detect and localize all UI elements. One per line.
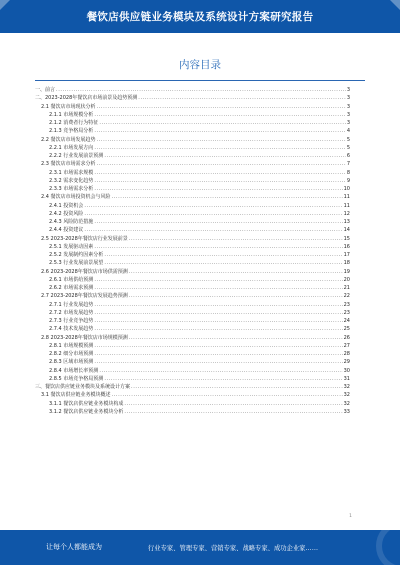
toc-entry[interactable] — [35, 111, 350, 119]
toc-entry-page: 3 — [346, 120, 350, 126]
toc-entry[interactable] — [35, 383, 350, 391]
page-number: 1 — [349, 514, 352, 519]
toc-entry-page: 3 — [346, 95, 350, 102]
toc-entry-title: 2.1.2 消费者行为特征 — [49, 120, 99, 126]
toc-leader-dots — [138, 94, 346, 102]
toc-leader-dots — [94, 127, 346, 135]
toc-leader-dots — [94, 358, 342, 366]
toc-entry-page: 4 — [346, 128, 350, 135]
toc-entry-page: 32 — [343, 384, 350, 390]
toc-entry-title: 2.4.4 投资建议 — [49, 227, 84, 234]
toc-entry-title: 二、2023-2028年餐饮店市场前景及趋势预测 — [35, 95, 138, 102]
toc-leader-dots — [94, 111, 346, 119]
toc-entry-page: 32 — [343, 392, 350, 399]
toc-entry-title: 2.5.2 发展制约因素分析 — [49, 252, 104, 258]
toc-entry[interactable] — [35, 127, 350, 135]
toc-entry-title: 2.1.1 市场规模分析 — [49, 111, 94, 118]
toc-entry-title: 2.8.5 市场竞争格局预测 — [49, 375, 104, 382]
toc-entry[interactable] — [35, 350, 350, 358]
toc-entry[interactable] — [35, 202, 350, 210]
toc-leader-dots — [94, 284, 342, 292]
toc-leader-dots — [94, 350, 342, 358]
header-bar — [0, 0, 400, 33]
toc-entry-page: 11 — [343, 194, 350, 201]
toc-entry[interactable] — [35, 226, 350, 234]
toc-leader-dots — [97, 103, 346, 111]
toc-leader-dots — [94, 325, 342, 333]
toc-entry-page: 3 — [346, 103, 350, 110]
toc-entry-title: 2.3 餐饮店市场需求分析 — [41, 161, 96, 168]
toc-leader-dots — [104, 375, 342, 383]
toc-entry-title: 2.7.1 行业发展趋势 — [49, 301, 94, 308]
toc-leader-dots — [84, 202, 342, 210]
toc-leader-dots — [104, 259, 342, 267]
toc-entry-page: 7 — [346, 161, 350, 168]
toc-leader-dots — [94, 185, 342, 193]
toc-entry-title: 2.7.4 技术发展趋势 — [49, 326, 94, 333]
toc-entry[interactable] — [35, 193, 350, 201]
toc-entry[interactable] — [35, 317, 350, 325]
toc-entry-title: 2.3.1 市场需求规模 — [49, 169, 94, 176]
toc-entry-title: 2.8.1 市场规模预测 — [49, 342, 94, 349]
toc-entry[interactable] — [35, 358, 350, 366]
report-title: 餐饮店供应链业务模块及系统设计方案研究报告 — [86, 11, 314, 23]
toc-divider — [35, 80, 365, 81]
toc-leader-dots — [94, 309, 342, 317]
toc-leader-dots — [94, 317, 342, 325]
toc-entry-title: 2.3.3 市场需求分析 — [49, 186, 94, 192]
toc-entry-title: 2.6.1 市场供给预测 — [49, 276, 94, 283]
toc-leader-dots — [99, 367, 342, 375]
toc-entry-title: 2.5.1 发展驱动因素 — [49, 243, 94, 250]
toc-entry[interactable] — [35, 136, 350, 144]
toc-entry-page: 17 — [343, 252, 350, 258]
toc-entry[interactable] — [35, 251, 350, 259]
toc-entry-title: 2.2.1 市场发展方向 — [49, 144, 94, 151]
footer-bar — [0, 530, 400, 565]
toc-entry-page: 24 — [343, 318, 350, 324]
toc-entry-title: 2.8.3 区域市场预测 — [49, 359, 94, 366]
toc-leader-dots — [97, 160, 346, 168]
toc-leader-dots — [131, 383, 343, 391]
footer-fields: 行业专家、管理专家、营销专家、战略专家、成功企业家…… — [148, 545, 319, 552]
toc-entry-page: 25 — [343, 326, 350, 333]
toc-entry[interactable] — [35, 185, 350, 193]
toc-leader-dots — [129, 235, 343, 243]
toc-leader-dots — [94, 342, 342, 350]
toc-leader-dots — [94, 144, 346, 152]
toc-entry[interactable] — [35, 235, 350, 243]
toc-entry-page: 8 — [346, 169, 350, 176]
toc-entry-page: 31 — [343, 375, 350, 382]
toc-entry-page: 29 — [343, 359, 350, 366]
toc-entry[interactable] — [35, 119, 350, 127]
toc-entry-page: 9 — [346, 177, 350, 184]
toc-leader-dots — [94, 177, 346, 185]
toc-entry-page: 6 — [346, 153, 350, 159]
toc-leader-dots — [97, 136, 346, 144]
toc-leader-dots — [124, 408, 342, 416]
footer-ring-decoration — [376, 520, 400, 572]
toc-entry-page: 15 — [343, 235, 350, 242]
toc-leader-dots — [94, 218, 342, 226]
toc-entry[interactable] — [35, 169, 350, 177]
toc-entry-title: 2.3.2 需求变化趋势 — [49, 177, 94, 184]
toc-entry[interactable] — [35, 144, 350, 152]
toc-entry[interactable] — [35, 301, 350, 309]
toc-entry-page: 20 — [343, 276, 350, 283]
toc-entry-page: 10 — [343, 186, 350, 192]
toc-entry[interactable] — [35, 400, 350, 408]
toc-entry-title: 2.6 2023-2028年餐饮店市场供需预测 — [41, 268, 128, 275]
toc-leader-dots — [99, 119, 346, 127]
toc-entry-page: 27 — [343, 342, 350, 349]
toc-entry-page: 26 — [343, 334, 350, 341]
toc-leader-dots — [94, 301, 342, 309]
toc-entry[interactable] — [35, 94, 350, 102]
toc-entry-title: 2.5 2023-2028年餐饮店行业发展前景 — [41, 235, 128, 242]
toc-leader-dots — [84, 210, 342, 218]
toc-entry-page: 3 — [346, 87, 350, 93]
toc-entry[interactable] — [35, 152, 350, 160]
toc-entry-title: 3.1 餐饮店供应链业务模块概述 — [41, 392, 111, 399]
toc-entry-title: 2.2.2 行业发展前景预测 — [49, 153, 104, 159]
toc-entry-page: 23 — [343, 309, 350, 316]
toc-leader-dots — [104, 251, 342, 259]
toc-leader-dots — [56, 86, 346, 94]
toc-entry[interactable] — [35, 367, 350, 375]
toc-leader-dots — [94, 243, 342, 251]
toc-entry-page: 16 — [343, 243, 350, 250]
toc-entry-title: 2.4.3 风险防范措施 — [49, 219, 94, 225]
toc-entry[interactable] — [35, 309, 350, 317]
toc-entry-title: 2.1 餐饮店市场现状分析 — [41, 103, 96, 110]
toc-entry-title: 2.4.1 投资机会 — [49, 202, 84, 209]
toc-leader-dots — [112, 193, 343, 201]
table-of-contents — [35, 86, 350, 416]
toc-entry-page: 22 — [343, 293, 350, 300]
toc-entry[interactable] — [35, 210, 350, 218]
toc-entry-title: 3.1.2 餐饮店供应链业务模块分析 — [49, 408, 124, 415]
toc-entry[interactable] — [35, 292, 350, 300]
toc-entry-page: 14 — [343, 227, 350, 234]
toc-leader-dots — [84, 226, 342, 234]
toc-entry-page: 18 — [343, 260, 350, 267]
toc-leader-dots — [94, 276, 342, 284]
toc-entry-title: 2.6.2 市场需求预测 — [49, 285, 94, 291]
toc-leader-dots — [94, 169, 346, 177]
toc-entry-title: 2.7.3 行业竞争趋势 — [49, 318, 94, 324]
toc-entry-title: 三、餐饮店供应链业务模块及系统设计方案 — [35, 384, 131, 390]
toc-entry-page: 12 — [343, 210, 350, 217]
toc-entry[interactable] — [35, 86, 350, 94]
toc-entry-page: 23 — [343, 301, 350, 308]
toc-entry[interactable] — [35, 334, 350, 342]
toc-entry[interactable] — [35, 284, 350, 292]
footer-slogan: 让每个人都能成为 — [46, 543, 102, 551]
toc-entry-page: 28 — [343, 351, 350, 357]
toc-leader-dots — [104, 152, 346, 160]
toc-title: 内容目录 — [179, 59, 221, 71]
toc-entry-title: 2.7 2023-2028年餐饮店发展趋势预测 — [41, 293, 128, 300]
toc-entry[interactable] — [35, 103, 350, 111]
toc-leader-dots — [129, 268, 343, 276]
toc-entry-title: 2.8.4 市场增长率预测 — [49, 367, 99, 374]
toc-entry[interactable] — [35, 160, 350, 168]
toc-entry-title: 2.5.3 行业发展前景展望 — [49, 260, 104, 267]
toc-entry-page: 33 — [343, 408, 350, 415]
toc-entry[interactable] — [35, 342, 350, 350]
toc-entry[interactable] — [35, 218, 350, 226]
toc-entry-page: 11 — [343, 202, 350, 209]
toc-entry[interactable] — [35, 243, 350, 251]
toc-leader-dots — [112, 391, 343, 399]
toc-entry-page: 30 — [343, 367, 350, 374]
toc-entry-page: 5 — [346, 144, 350, 151]
toc-entry[interactable] — [35, 408, 350, 416]
toc-entry-title: 2.8 2023-2028年餐饮店市场规模预测 — [41, 334, 128, 341]
toc-entry-page: 32 — [343, 400, 350, 407]
toc-leader-dots — [129, 334, 343, 342]
toc-entry-page: 13 — [343, 219, 350, 225]
toc-entry-title: 2.4.2 投资风险 — [49, 210, 84, 217]
toc-entry[interactable] — [35, 259, 350, 267]
toc-entry-page: 5 — [346, 136, 350, 143]
toc-entry-title: 2.2 餐饮店市场发展趋势 — [41, 136, 96, 143]
toc-entry[interactable] — [35, 391, 350, 399]
toc-entry-title: 3.1.1 餐饮店供应链业务模块构成 — [49, 400, 124, 407]
toc-entry-page: 3 — [346, 111, 350, 118]
toc-entry[interactable] — [35, 276, 350, 284]
toc-entry-title: 2.8.2 细分市场预测 — [49, 351, 94, 357]
toc-entry[interactable] — [35, 325, 350, 333]
toc-entry-title: 2.1.3 竞争格局分析 — [49, 128, 94, 135]
toc-entry-page: 21 — [343, 285, 350, 291]
toc-entry-page: 19 — [343, 268, 350, 275]
toc-entry-title: 一、前言 — [35, 87, 56, 93]
toc-leader-dots — [129, 292, 343, 300]
toc-leader-dots — [124, 400, 342, 408]
toc-entry-title: 2.4 餐饮店市场投资机会与风险 — [41, 194, 111, 201]
toc-entry[interactable] — [35, 268, 350, 276]
toc-entry-title: 2.7.2 市场发展趋势 — [49, 309, 94, 316]
toc-entry[interactable] — [35, 375, 350, 383]
toc-entry[interactable] — [35, 177, 350, 185]
